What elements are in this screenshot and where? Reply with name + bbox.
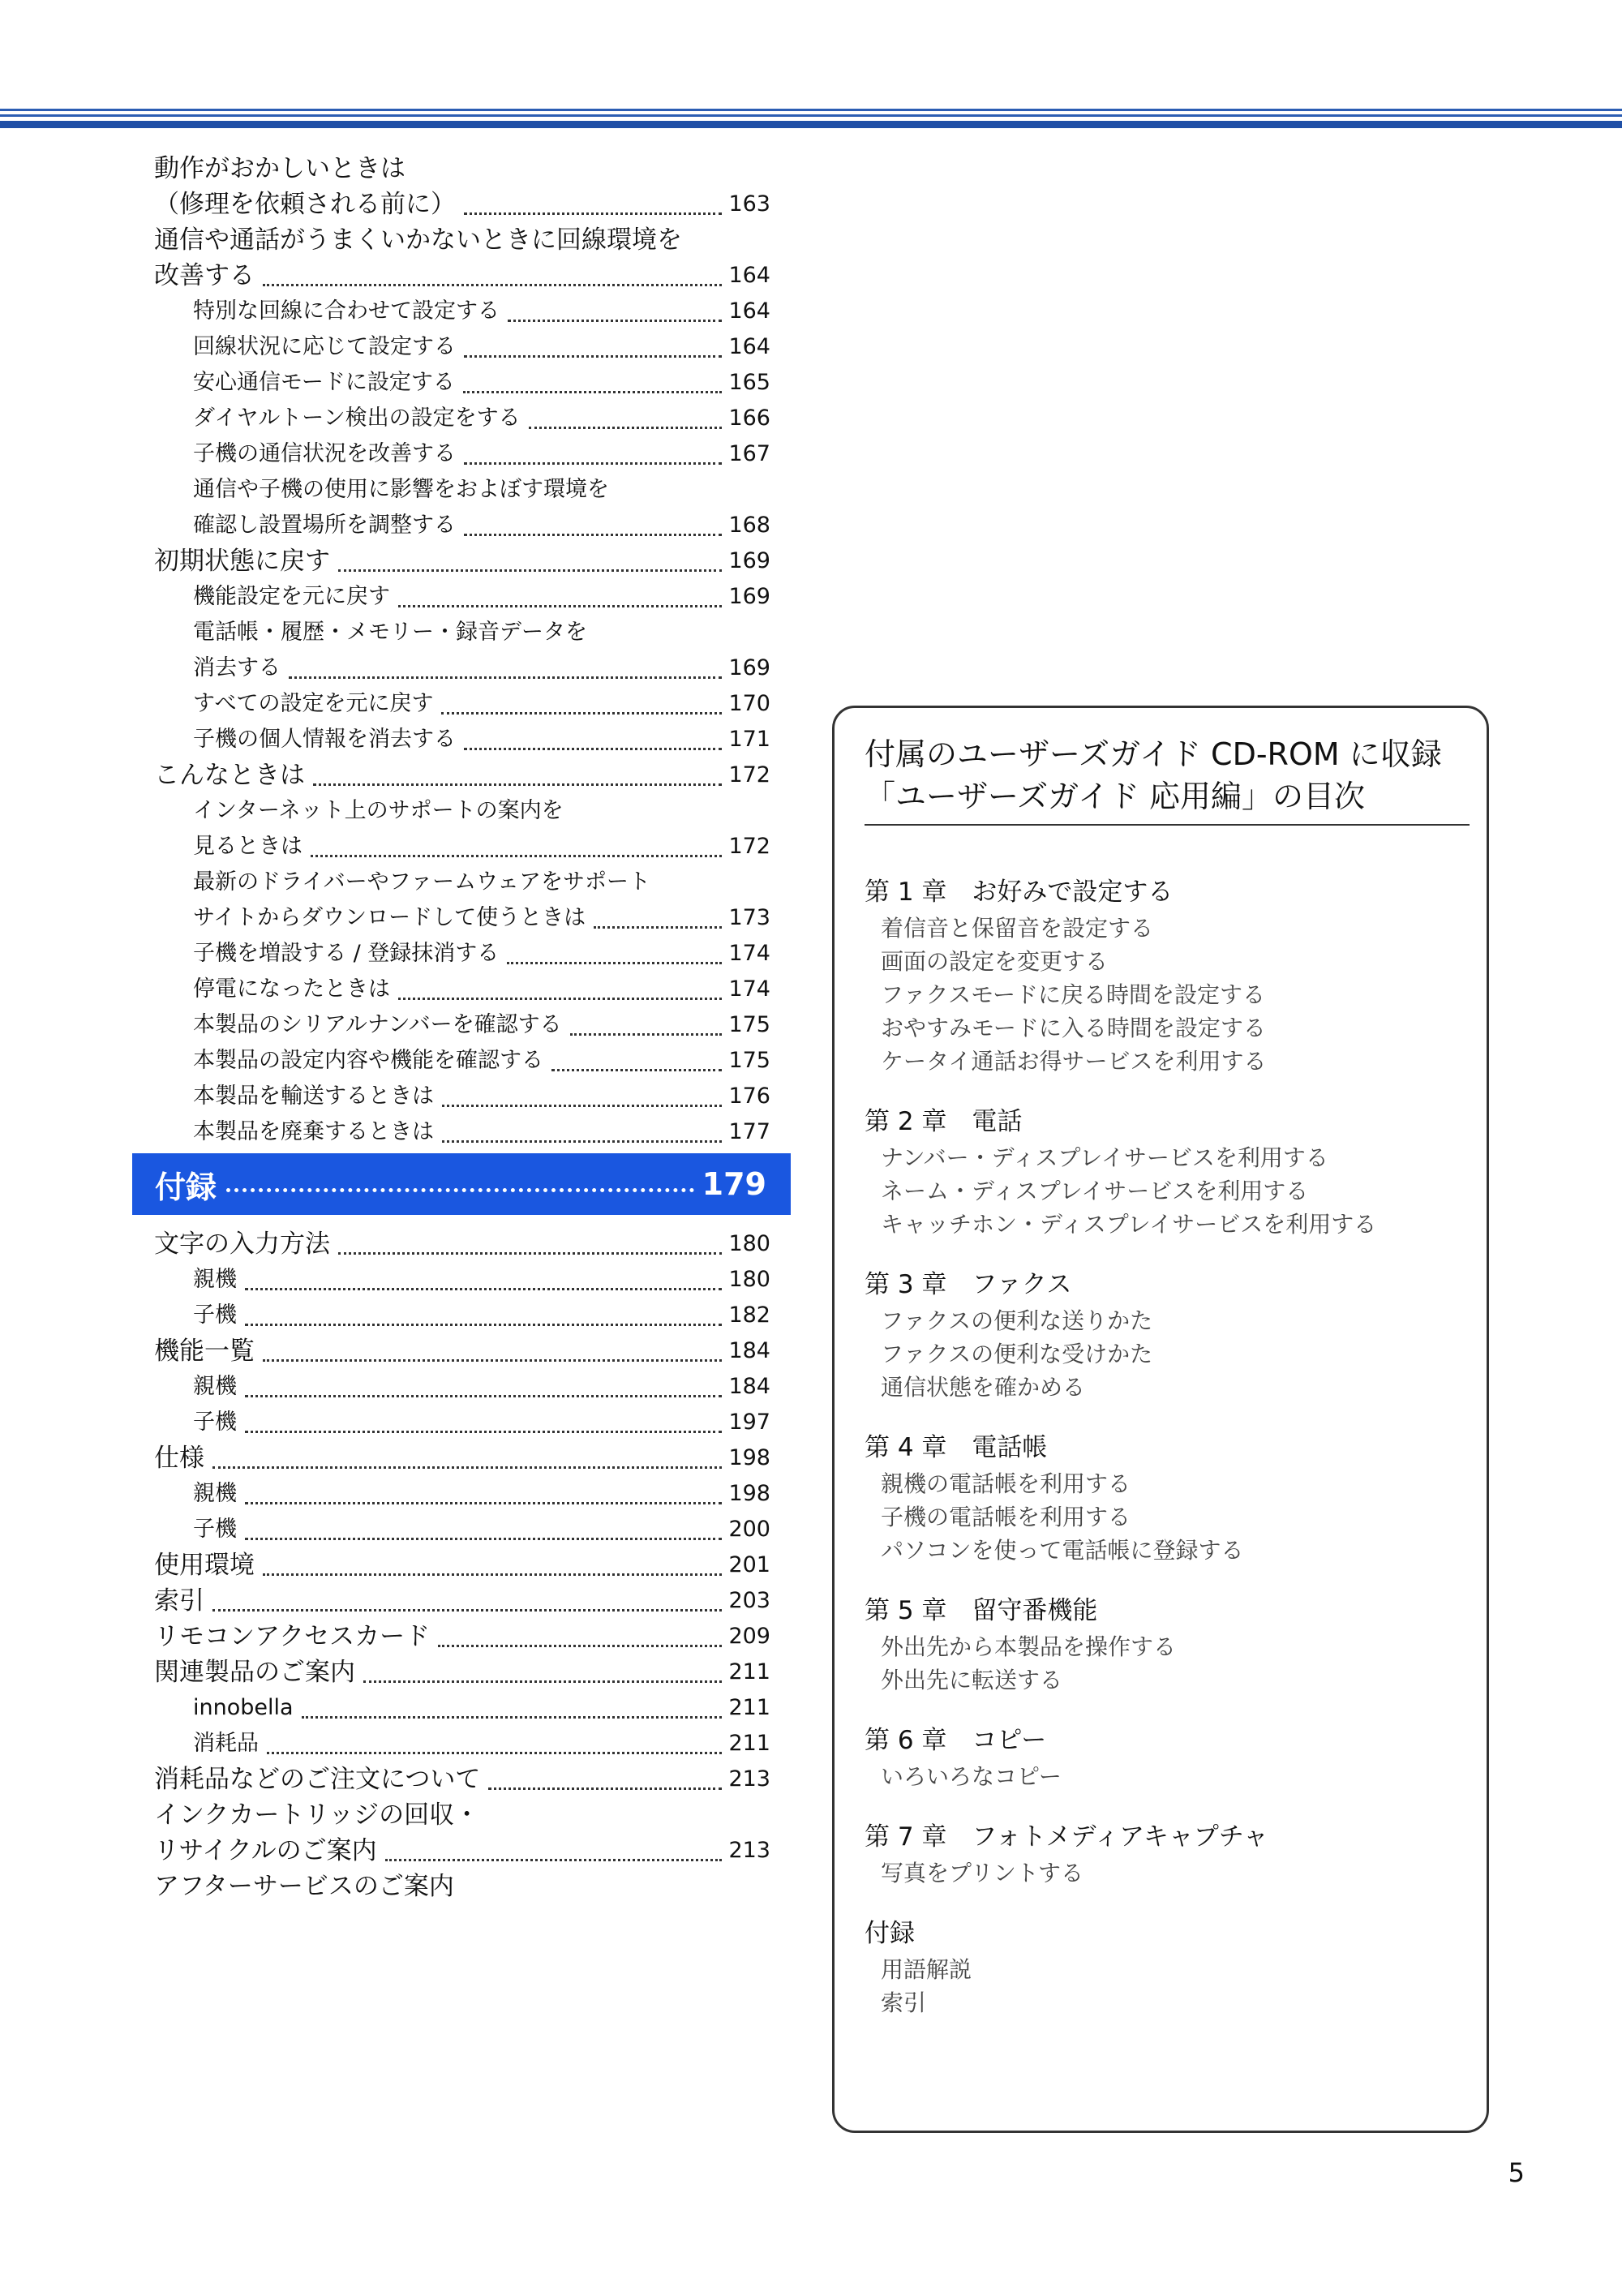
toc-entry[interactable] xyxy=(154,543,770,579)
chapter-item: ファクスの便利な送りかた xyxy=(881,1307,1153,1334)
chapter-item: ファクスの便利な受けかた xyxy=(881,1341,1153,1367)
leader-dots xyxy=(363,1680,722,1683)
toc-entry-title: 安心通信モードに設定する xyxy=(193,370,455,395)
leader-dots xyxy=(442,1140,722,1143)
toc-entry[interactable] xyxy=(154,1333,770,1369)
chapter-item: ナンバー・ディスプレイサービスを利用する xyxy=(881,1144,1328,1171)
toc-entry-page: 180 xyxy=(728,1231,770,1256)
toc-entry-page: 213 xyxy=(728,1766,770,1792)
toc-entry[interactable] xyxy=(154,1869,770,1904)
toc-subentry[interactable] xyxy=(154,1262,770,1298)
leader-dots xyxy=(508,320,722,322)
toc-entry-title-line: インクカートリッジの回収・ xyxy=(154,1800,480,1830)
toc-entry-title: 改善する xyxy=(154,261,255,290)
toc-entry[interactable] xyxy=(154,1583,770,1619)
toc-subentry[interactable] xyxy=(154,1476,770,1512)
toc-list-part1 xyxy=(154,151,770,1150)
toc-entry-title: 親機 xyxy=(193,1267,237,1292)
toc-entry-page: 213 xyxy=(728,1838,770,1863)
toc-subentry[interactable] xyxy=(154,329,770,365)
toc-entry-title: 特別な回線に合わせて設定する xyxy=(193,298,500,324)
toc-entry[interactable] xyxy=(154,1654,770,1690)
chapter-item: 外出先に転送する xyxy=(881,1667,1063,1693)
toc-entry-title: 消耗品などのご注文について xyxy=(154,1765,481,1794)
header-rule-thick xyxy=(0,121,1622,128)
toc-entry-title: 索引 xyxy=(154,1586,204,1616)
leader-dots xyxy=(464,212,722,215)
leader-dots xyxy=(398,605,722,607)
chapter-item: ケータイ通話お得サービスを利用する xyxy=(881,1048,1267,1075)
chapter-heading: 第 4 章 電話帳 xyxy=(865,1433,1048,1462)
toc-entry-page: 172 xyxy=(728,834,770,859)
toc-entry-page: 198 xyxy=(728,1481,770,1506)
toc-entry-title: 子機 xyxy=(193,1410,237,1435)
chapter-item: 親機の電話帳を利用する xyxy=(881,1470,1131,1497)
leader-dots xyxy=(263,284,722,286)
toc-entry-title: 子機を増設する / 登録抹消する xyxy=(193,941,500,966)
toc-entry-title: リサイクルのご案内 xyxy=(154,1836,377,1865)
toc-entry-page: 211 xyxy=(728,1695,770,1720)
page-number: 5 xyxy=(1508,2157,1525,2188)
leader-dots xyxy=(245,1395,722,1397)
toc-entry-title: こんなときは xyxy=(154,761,305,790)
leader-dots xyxy=(212,1609,722,1611)
toc-entry-title: 本製品を廃棄するときは xyxy=(193,1119,434,1144)
toc-entry-page: 184 xyxy=(728,1374,770,1399)
leader-dots xyxy=(245,1288,722,1290)
toc-subentry[interactable] xyxy=(154,1690,770,1726)
leader-dots xyxy=(311,855,722,857)
toc-entry-title-line: 通信や子機の使用に影響をおよぼす環境を xyxy=(193,477,609,502)
toc-entry-title: （修理を依頼される前に） xyxy=(154,190,456,219)
toc-subentry[interactable] xyxy=(154,865,770,936)
chapter-block xyxy=(865,873,1465,1078)
toc-subentry[interactable] xyxy=(154,401,770,436)
chapter-heading: 第 3 章 ファクス xyxy=(865,1270,1072,1299)
toc-subentry[interactable] xyxy=(154,936,770,972)
toc-entry-title-line: 電話帳・履歴・メモリー・録音データを xyxy=(193,620,587,645)
leader-dots xyxy=(398,998,722,1000)
toc-entry-title: 確認し設置場所を調整する xyxy=(193,513,456,538)
leader-dots xyxy=(551,1069,722,1071)
toc-entry-page: 184 xyxy=(728,1338,770,1363)
toc-subentry[interactable] xyxy=(154,1007,770,1043)
chapter-item: いろいろなコピー xyxy=(881,1763,1062,1790)
toc-subentry[interactable] xyxy=(154,793,770,865)
header-rule-thin-1 xyxy=(0,109,1622,111)
chapter-item: 写真をプリントする xyxy=(881,1860,1084,1886)
toc-entry-title: ダイヤルトーン検出の設定をする xyxy=(193,406,521,431)
leader-dots xyxy=(245,1324,722,1326)
toc-subentry[interactable] xyxy=(154,1512,770,1547)
toc-entry-title: 本製品のシリアルナンバーを確認する xyxy=(193,1012,562,1037)
toc-entry-page: 182 xyxy=(728,1302,770,1328)
leader-dots xyxy=(302,1716,723,1719)
toc-entry-page: 211 xyxy=(728,1659,770,1684)
chapter-block xyxy=(865,1591,1465,1697)
toc-subentry[interactable] xyxy=(154,686,770,722)
toc-entry[interactable] xyxy=(154,1762,770,1797)
toc-entry-page: 174 xyxy=(728,976,770,1002)
section-bar-appendix[interactable] xyxy=(132,1153,791,1215)
toc-entry[interactable] xyxy=(154,1547,770,1583)
toc-entry-page: 209 xyxy=(728,1624,770,1649)
toc-entry-title: 子機の個人情報を消去する xyxy=(193,727,456,752)
chapter-heading: 第 2 章 電話 xyxy=(865,1107,1023,1136)
chapter-heading: 第 1 章 お好みで設定する xyxy=(865,878,1174,907)
chapter-heading: 第 6 章 コピー xyxy=(865,1726,1047,1755)
toc-entry-title: リモコンアクセスカード xyxy=(154,1622,431,1651)
toc-entry-page: 164 xyxy=(728,334,770,359)
toc-entry-page: 175 xyxy=(728,1012,770,1037)
toc-entry-title: 子機 xyxy=(193,1302,237,1328)
section-leader-dots xyxy=(226,1188,694,1192)
leader-dots xyxy=(463,391,723,393)
chapter-block xyxy=(865,1102,1465,1241)
toc-entry-title: 初期状態に戻す xyxy=(154,547,330,576)
chapter-item: 用語解説 xyxy=(881,1956,972,1983)
leader-dots xyxy=(442,1105,722,1107)
toc-subentry[interactable] xyxy=(154,1114,770,1150)
toc-entry[interactable] xyxy=(154,1226,770,1262)
toc-entry-page: 198 xyxy=(728,1445,770,1470)
toc-subentry[interactable] xyxy=(154,722,770,757)
box-title xyxy=(865,733,1473,818)
box-title-rule xyxy=(865,824,1470,826)
leader-dots xyxy=(464,355,722,358)
toc-entry-page: 165 xyxy=(728,370,770,395)
toc-entry-page: 164 xyxy=(728,263,770,288)
toc-entry-page: 180 xyxy=(728,1267,770,1292)
chapter-item: ファクスモードに戻る時間を設定する xyxy=(881,981,1266,1008)
toc-entry-page: 169 xyxy=(728,655,770,680)
toc-entry-title: 仕様 xyxy=(154,1444,204,1473)
toc-entry-page: 172 xyxy=(728,762,770,788)
leader-dots xyxy=(385,1859,723,1861)
toc-entry-page: 177 xyxy=(728,1119,770,1144)
toc-subentry[interactable] xyxy=(154,365,770,401)
box-title-line2: 「ユーザーズガイド 応用編」の目次 xyxy=(865,779,1366,814)
toc-entry-title: 消去する xyxy=(193,655,281,680)
toc-entry-title: 停電になったときは xyxy=(193,976,390,1002)
leader-dots xyxy=(212,1466,722,1469)
toc-entry-title: 使用環境 xyxy=(154,1551,255,1580)
section-page: 179 xyxy=(702,1166,766,1202)
toc-entry-title: サイトからダウンロードして使うときは xyxy=(193,905,586,930)
toc-entry-title: 親機 xyxy=(193,1374,237,1399)
toc-subentry[interactable] xyxy=(154,294,770,329)
toc-entry-page: 169 xyxy=(728,584,770,609)
toc-entry-title-line: 通信や通話がうまくいかないときに回線環境を xyxy=(154,225,682,255)
leader-dots xyxy=(338,569,722,572)
toc-entry-page: 200 xyxy=(728,1517,770,1542)
toc-subentry[interactable] xyxy=(154,615,770,686)
chapter-item: 子機の電話帳を利用する xyxy=(881,1504,1131,1530)
chapter-item: 着信音と保留音を設定する xyxy=(881,915,1154,942)
toc-subentry[interactable] xyxy=(154,472,770,543)
leader-dots xyxy=(313,783,722,786)
toc-entry-title: 回線状況に応じて設定する xyxy=(193,334,456,359)
toc-entry-page: 211 xyxy=(728,1731,770,1756)
leader-dots xyxy=(594,926,722,929)
toc-entry-title-line: 動作がおかしいときは xyxy=(154,154,406,183)
toc-entry-page: 168 xyxy=(728,513,770,538)
toc-subentry[interactable] xyxy=(154,1043,770,1079)
section-title: 付録 xyxy=(155,1169,217,1205)
leader-dots xyxy=(263,1573,722,1576)
toc-entry-title: 機能一覧 xyxy=(154,1337,255,1366)
chapter-item: キャッチホン・ディスプレイサービスを利用する xyxy=(881,1211,1377,1238)
chapter-item: パソコンを使って電話帳に登録する xyxy=(881,1537,1244,1564)
toc-entry-page: 175 xyxy=(728,1048,770,1073)
toc-entry-title: すべての設定を元に戻す xyxy=(193,691,434,716)
chapter-list xyxy=(865,873,1465,2044)
toc-subentry[interactable] xyxy=(154,1405,770,1440)
leader-dots xyxy=(507,962,722,964)
chapter-block xyxy=(865,1914,1465,2019)
leader-dots xyxy=(338,1252,722,1255)
leader-dots xyxy=(267,1752,722,1754)
leader-dots xyxy=(570,1033,723,1036)
leader-dots xyxy=(441,712,722,715)
toc-entry-page: 197 xyxy=(728,1410,770,1435)
leader-dots xyxy=(263,1359,722,1362)
toc-entry[interactable] xyxy=(154,222,770,294)
toc-entry[interactable] xyxy=(154,1797,770,1869)
leader-dots xyxy=(245,1538,722,1540)
toc-subentry[interactable] xyxy=(154,1369,770,1405)
toc-subentry[interactable] xyxy=(154,1726,770,1762)
toc-entry-title: 見るときは xyxy=(193,834,303,859)
chapter-item: 画面の設定を変更する xyxy=(881,948,1109,975)
toc-entry-page: 166 xyxy=(728,406,770,431)
toc-entry-title: 機能設定を元に戻す xyxy=(193,584,390,609)
toc-entry-page: 167 xyxy=(728,441,770,466)
toc-entry-title: 本製品を輸送するときは xyxy=(193,1084,434,1109)
leader-dots xyxy=(488,1787,722,1790)
toc-entry-title: アフターサービスのご案内 xyxy=(154,1872,454,1901)
chapter-block xyxy=(865,1721,1465,1793)
toc-entry-page: 171 xyxy=(728,727,770,752)
chapter-heading: 第 7 章 フォトメディアキャプチャ xyxy=(865,1822,1268,1852)
leader-dots xyxy=(438,1645,722,1647)
toc-entry-page: 176 xyxy=(728,1084,770,1109)
leader-dots xyxy=(464,534,722,536)
toc-list-part2 xyxy=(154,1226,770,1904)
toc-entry-title-line: インターネット上のサポートの案内を xyxy=(193,798,564,823)
chapter-item: おやすみモードに入る時間を設定する xyxy=(881,1015,1266,1041)
chapter-block xyxy=(865,1428,1465,1567)
chapter-block xyxy=(865,1817,1465,1890)
chapter-item: 通信状態を確かめる xyxy=(881,1374,1086,1401)
toc-entry-page: 203 xyxy=(728,1588,770,1613)
toc-entry-page: 174 xyxy=(728,941,770,966)
box-title-line1: 付属のユーザーズガイド CD-ROM に収録 xyxy=(865,736,1442,772)
leader-dots xyxy=(529,427,723,429)
chapter-heading: 第 5 章 留守番機能 xyxy=(865,1596,1098,1625)
toc-entry-title: 子機の通信状況を改善する xyxy=(193,441,456,466)
leader-dots xyxy=(289,676,722,679)
toc-subentry[interactable] xyxy=(154,1079,770,1114)
toc-subentry[interactable] xyxy=(154,972,770,1007)
leader-dots xyxy=(245,1502,722,1504)
toc-subentry[interactable] xyxy=(154,579,770,615)
toc-entry-page: 201 xyxy=(728,1552,770,1577)
toc-entry-title: 子機 xyxy=(193,1517,237,1542)
toc-entry[interactable] xyxy=(154,1619,770,1654)
toc-entry-title: 消耗品 xyxy=(193,1731,259,1756)
chapter-item: 外出先から本製品を操作する xyxy=(881,1633,1177,1660)
chapter-item: 索引 xyxy=(881,1989,927,2016)
toc-entry-title: 本製品の設定内容や機能を確認する xyxy=(193,1048,543,1073)
toc-entry-title: 関連製品のご案内 xyxy=(154,1658,355,1687)
toc-entry-page: 170 xyxy=(728,691,770,716)
chapter-heading: 付録 xyxy=(865,1919,915,1948)
leader-dots xyxy=(464,748,722,750)
toc-entry-page: 173 xyxy=(728,905,770,930)
toc-entry-title: innobella xyxy=(193,1695,294,1720)
toc-entry[interactable] xyxy=(154,1440,770,1476)
toc-entry-title: 文字の入力方法 xyxy=(154,1230,330,1259)
chapter-block xyxy=(865,1265,1465,1404)
toc-entry[interactable] xyxy=(154,151,770,222)
leader-dots xyxy=(245,1431,722,1433)
toc-entry-page: 169 xyxy=(728,548,770,573)
chapter-item: ネーム・ディスプレイサービスを利用する xyxy=(881,1178,1309,1204)
toc-subentry[interactable] xyxy=(154,1298,770,1333)
toc-entry[interactable] xyxy=(154,757,770,793)
header-rule-thin-2 xyxy=(0,114,1622,117)
toc-entry-page: 164 xyxy=(728,298,770,324)
toc-entry-title: 親機 xyxy=(193,1481,237,1506)
toc-entry-page: 163 xyxy=(728,191,770,217)
toc-entry-title-line: 最新のドライバーやファームウェアをサポート xyxy=(193,869,651,895)
leader-dots xyxy=(464,462,722,465)
toc-subentry[interactable] xyxy=(154,436,770,472)
